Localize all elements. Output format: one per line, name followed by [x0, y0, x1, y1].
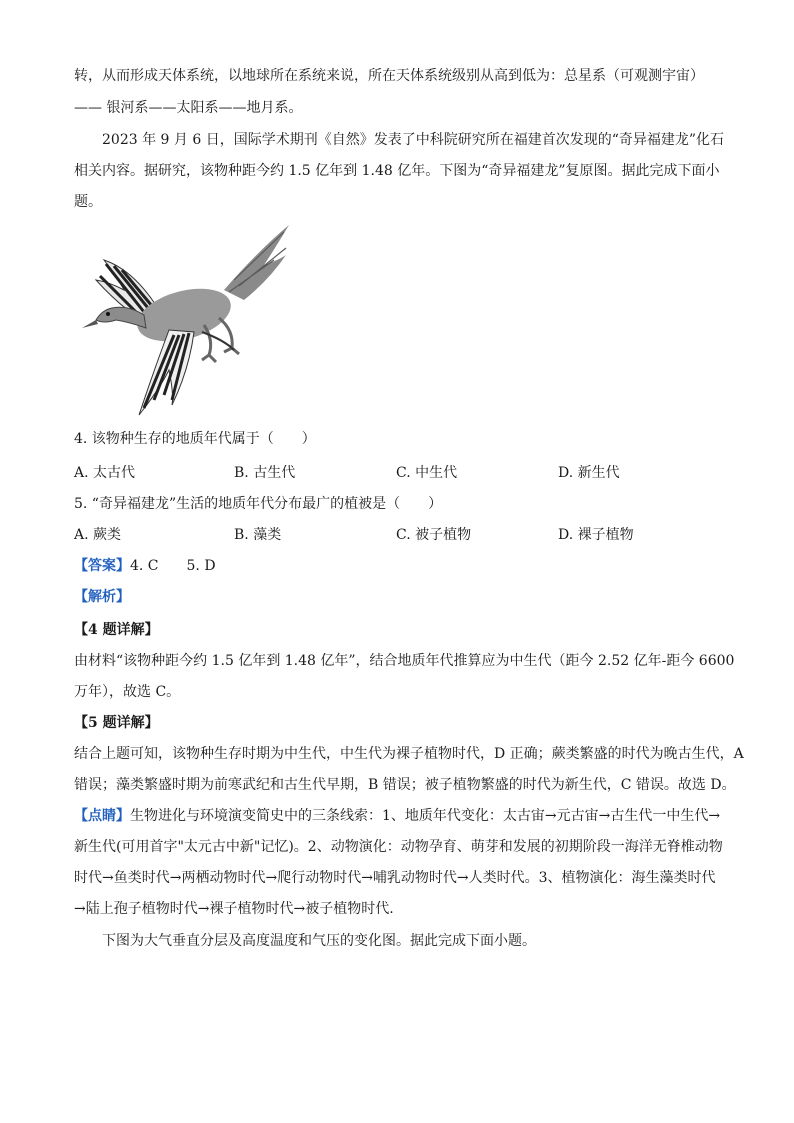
q5-option-d: D. 裸子植物	[558, 527, 634, 543]
para3-line: 下图为大气垂直分层及高度温度和气压的变化图。据此完成下面小题。	[102, 933, 536, 949]
detail5-heading: 【5 题详解】	[74, 715, 159, 731]
answer-tag: 【答案】	[74, 558, 130, 574]
para1-line1: 转，从而形成天体系统，以地球所在系统来说，所在天体系统级别从高到低为：总星系（可观测宇宙）	[74, 68, 704, 84]
q4-option-d: D. 新生代	[558, 465, 620, 481]
feathered-dinosaur-icon	[74, 220, 294, 420]
q5-option-a: A. 蕨类	[74, 527, 122, 543]
tips-line1	[74, 806, 724, 826]
q4-stem: 4. 该物种生存的地质年代属于（ ）	[74, 431, 316, 447]
detail4-line1: 由材料“该物种距今约 1.5 亿年到 1.48 亿年”，结合地质年代推算应为中生代（距今 2.52 亿年-距今 6600	[74, 653, 735, 669]
tips-text1: 生物进化与环境演变简史中的三条线索：1、地质年代变化：太古宙→元古宙→古生代一中生代→	[130, 808, 721, 824]
detail5-line2: 错误；藻类繁盛时期为前寒武纪和古生代早期，B 错误；被子植物繁盛的时代为新生代，C 错误。故选 D。	[74, 777, 736, 793]
q4-option-a: A. 太古代	[74, 465, 136, 481]
para2-line2: 相关内容。据研究，该物种距今约 1.5 亿年到 1.48 亿年。下图为“奇异福建龙”复原图。据此完成下面小	[74, 163, 720, 179]
q5-option-b: B. 藻类	[234, 527, 282, 543]
answer-text: 4. C 5. D	[130, 558, 216, 574]
para2-line1: 2023 年 9 月 6 日，国际学术期刊《自然》发表了中科院研究所在福建首次发现的“奇异福建龙”化石	[102, 132, 725, 148]
tips-tag: 【点睛】	[74, 808, 130, 824]
detail4-line2: 万年），故选 C。	[74, 684, 181, 700]
q5-option-c: C. 被子植物	[396, 527, 472, 543]
tips-line4: →陆上孢子植物时代→裸子植物时代→被子植物时代.	[74, 901, 394, 917]
para1-line2: —— 银河系——太阳系——地月系。	[74, 100, 303, 116]
detail5-line1: 结合上题可知，该物种生存时期为中生代，中生代为裸子植物时代，D 正确；蕨类繁盛的时代为晚古生代，A	[74, 746, 744, 762]
q5-stem: 5. “奇异福建龙”生活的地质年代分布最广的植被是（ ）	[74, 496, 443, 512]
dinosaur-illustration	[74, 220, 294, 420]
tips-line3: 时代→鱼类时代→两栖动物时代→爬行动物时代→哺乳动物时代→人类时代。3、植物演化：海生藻类时代	[74, 870, 716, 886]
detail4-heading: 【4 题详解】	[74, 622, 159, 638]
analysis-line	[74, 587, 724, 607]
q4-option-c: C. 中生代	[396, 465, 458, 481]
answer-line	[74, 556, 724, 576]
analysis-tag: 【解析】	[74, 589, 130, 605]
tips-line2: 新生代(可用首字"太元古中新"记忆)。2、动物演化：动物孕育、萌芽和发展的初期阶段一海洋无脊椎动物	[74, 839, 723, 855]
q4-option-b: B. 古生代	[234, 465, 296, 481]
para2-line3: 题。	[74, 194, 102, 210]
